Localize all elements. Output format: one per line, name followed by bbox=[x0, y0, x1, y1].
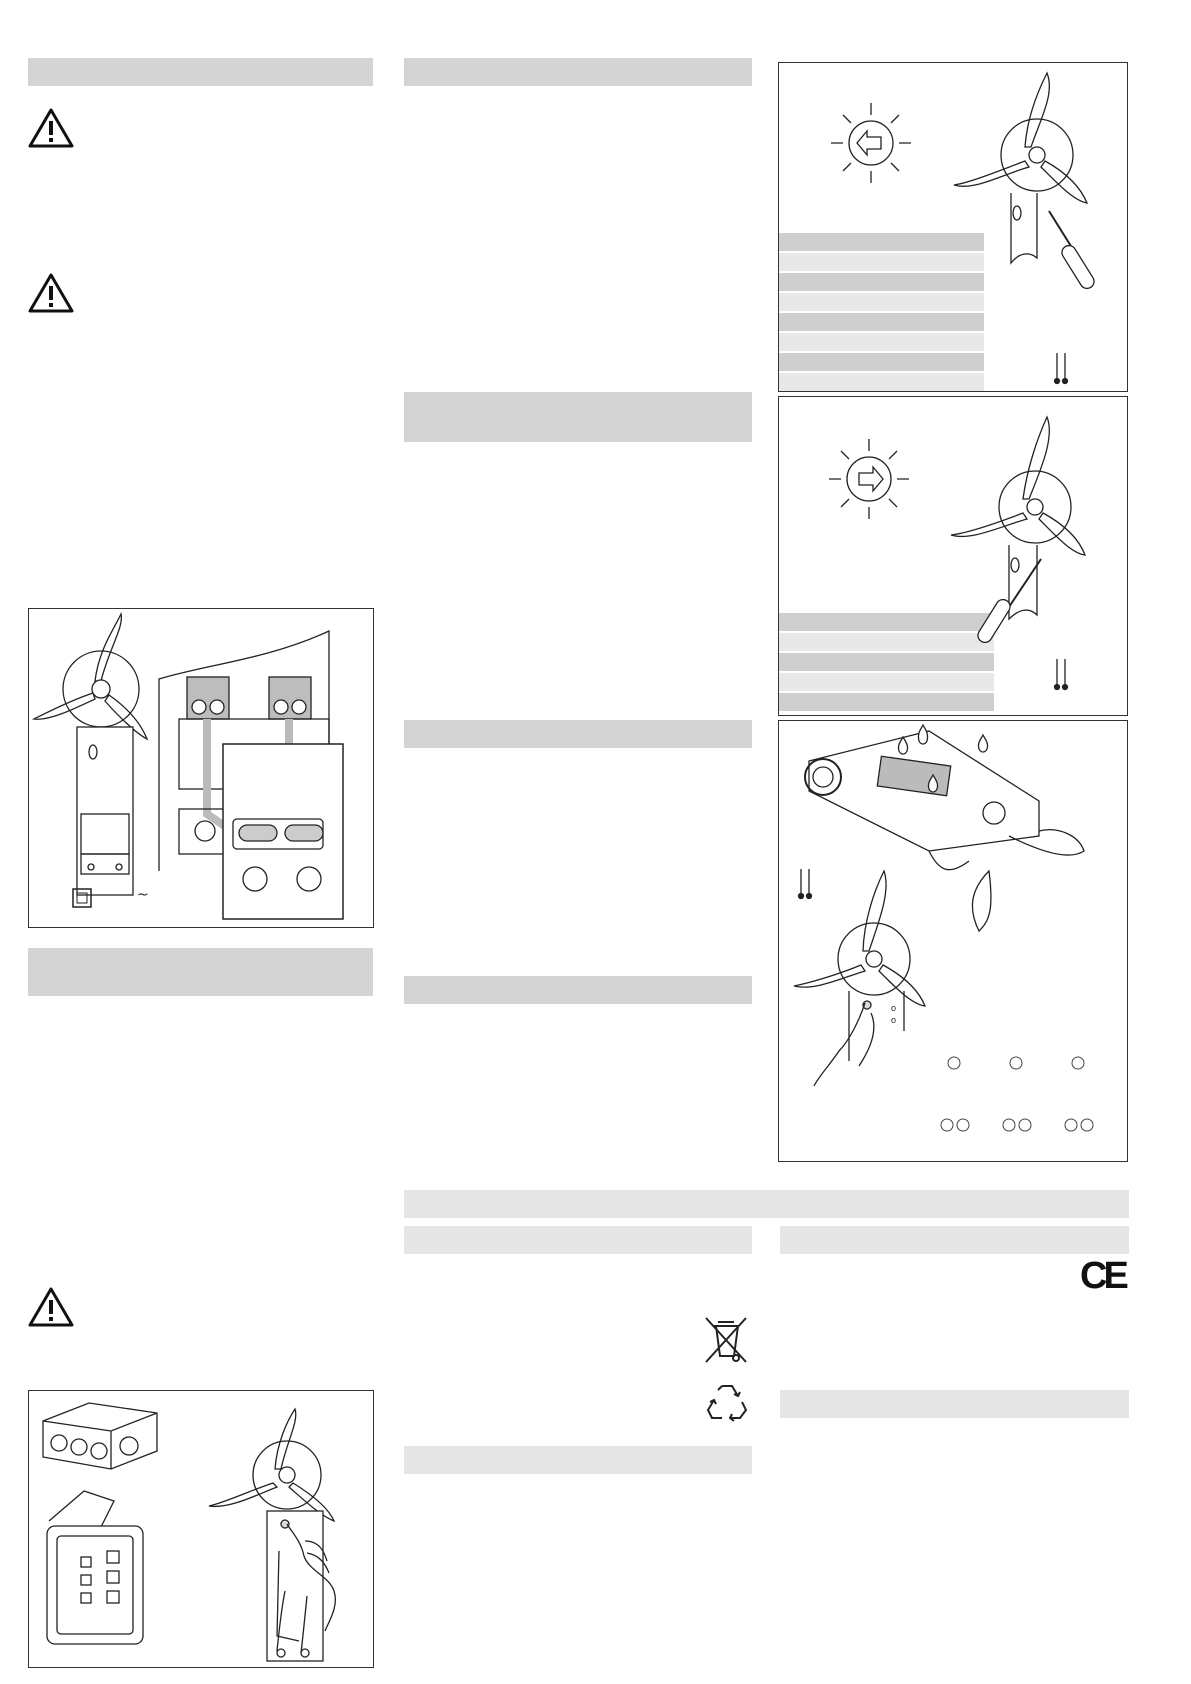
section-header-bar bbox=[28, 948, 373, 996]
svg-text:o: o bbox=[891, 1003, 897, 1013]
section-header-bar bbox=[780, 1390, 1129, 1418]
ce-mark-icon bbox=[1080, 1256, 1130, 1296]
wiring-illustration bbox=[28, 608, 374, 928]
warning-triangle-icon bbox=[28, 1286, 74, 1328]
rain-sensor-illustration bbox=[778, 720, 1128, 1162]
section-header-bar bbox=[404, 1226, 752, 1254]
section-header-bar bbox=[28, 58, 373, 86]
svg-text:o: o bbox=[891, 1015, 897, 1025]
sensitivity-increase-illustration bbox=[778, 396, 1128, 716]
section-header-bar bbox=[404, 58, 752, 86]
section-header-bar bbox=[404, 976, 752, 1004]
section-header-bar bbox=[404, 720, 752, 748]
transmitter-pairing-illustration bbox=[28, 1390, 374, 1668]
ce-mark-text: CE bbox=[1080, 1255, 1125, 1297]
power-symbol: ~ bbox=[137, 887, 149, 903]
warning-triangle-icon bbox=[28, 107, 74, 149]
sensitivity-decrease-illustration bbox=[778, 62, 1128, 392]
section-header-bar bbox=[780, 1226, 1129, 1254]
section-header-bar bbox=[404, 1446, 752, 1474]
recycling-icon bbox=[704, 1380, 750, 1424]
crossed-out-wheelie-bin-icon bbox=[700, 1312, 752, 1366]
section-header-bar bbox=[404, 392, 752, 442]
warning-triangle-icon bbox=[28, 272, 74, 314]
section-header-bar bbox=[404, 1190, 1129, 1218]
